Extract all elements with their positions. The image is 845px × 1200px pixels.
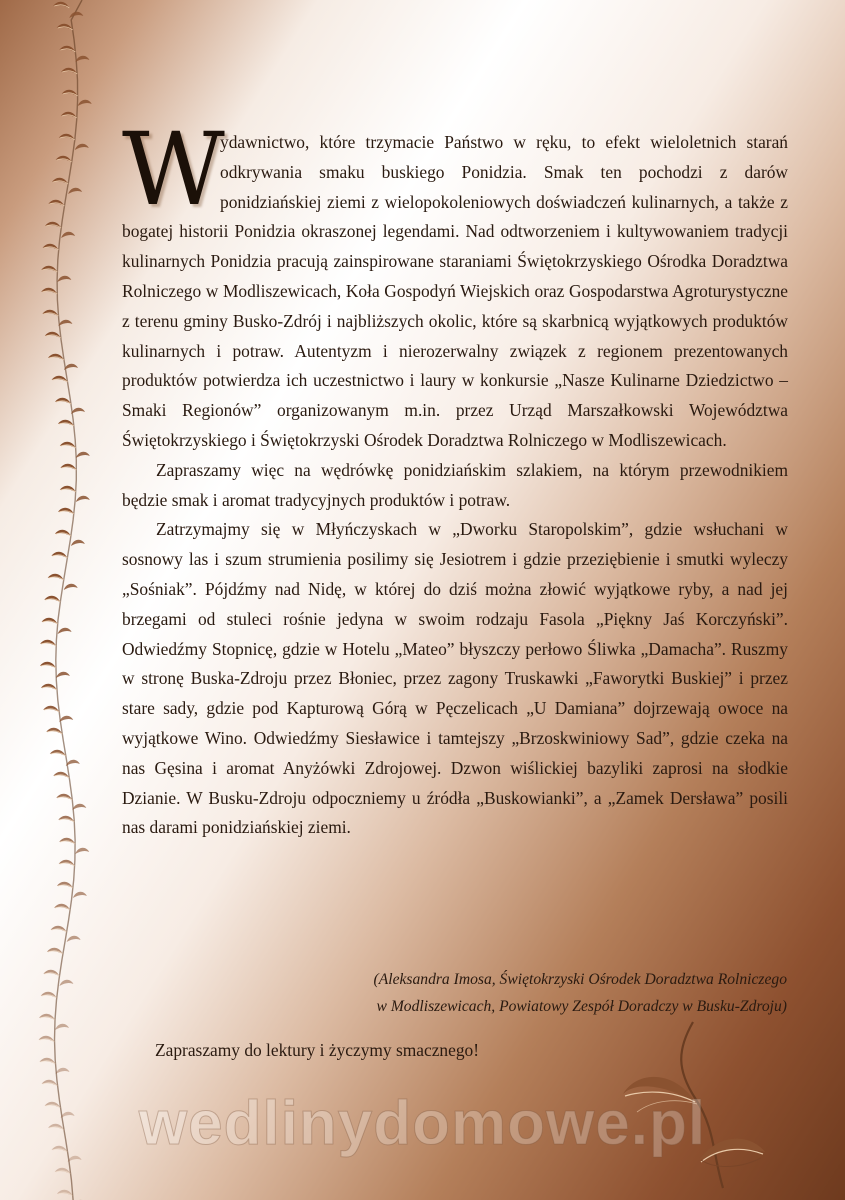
- vine-leaf-icon: [58, 508, 74, 514]
- vine-leaf-icon: [43, 244, 59, 250]
- vine-leaf-icon: [41, 992, 57, 998]
- vine-leaf-icon: [55, 1168, 71, 1174]
- citation-line-2: w Modliszewicach, Powiatowy Zespół Doradczy w Busku-Zdroju): [376, 998, 787, 1015]
- drop-cap: W: [122, 111, 225, 228]
- vine-leaf-icon: [45, 332, 61, 338]
- vine-leaf-icon: [51, 552, 67, 558]
- vine-leaf-icon: [58, 816, 74, 822]
- vine-leaf-icon: [53, 2, 83, 18]
- vine-leaf-icon: [47, 948, 63, 954]
- vine-leaf-icon: [39, 1036, 55, 1042]
- closing-line: Zapraszamy do lektury i życzymy smacznego!: [155, 1040, 480, 1060]
- vine-leaf-icon: [52, 376, 68, 382]
- vine-leaf-icon: [61, 112, 77, 118]
- leaves-icon: [615, 1020, 775, 1190]
- vine-leaf-icon: [53, 772, 69, 778]
- vine-leaf-icon: [41, 684, 57, 690]
- vine-leaf-icon: [62, 90, 92, 106]
- vine-leaf-icon: [58, 420, 74, 426]
- third-paragraph: Zatrzymajmy się w Młyńczyskach w „Dworku Staropolskim”, gdzie wsłuchani w sosnowy las i szum strumienia posilimy się Jesiotrem i gdzie przeziębienie i smutki wyleczy „Sośniak”. Pójdźmy nad Nidę, w której do dziś można złowić wyjątkowe ryby, a nad jej brzegami od stuleci rośnie jedyna w swoim rodzaju Fasola „Piękny Jaś Korczyński”. Odwiedźmy Stopnicę, gdzie w Hotelu „Mateo” błyszczy perłowo Śliwka „Damacha”. Ruszmy w stronę Buska-Zdroju przez Błoniec, przez zagony Truskawki „Faworytki Buskiej” i przez stare sady, gdzie pod Kapturową Górą w Pęczelicach „U Damiana” dojrzewają owoce na wyjątkowe Wino. Odwiedźmy Siesławice i tamtejszy „Brzoskwiniowy Sad”, gdzie czeka na nas Gęsina i aromat Anyżówki Zdrojowej. Dzwon wiślickiej bazyliki zaprosi na słodkie Dzianie. W Busku-Zdroju odpoczniemy u źródła „Buskowianki”, a „Zamek Dersława” posili nas darami ponidziańskiej ziemi.: [122, 519, 788, 838]
- leaf-vine-decoration: [0, 0, 110, 1200]
- vine-leaf-icon: [57, 24, 73, 30]
- first-paragraph: [122, 113, 788, 456]
- vine-leaf-icon: [40, 640, 56, 646]
- vine-leaf-icon: [59, 860, 75, 866]
- vine-leaf-icon: [48, 1124, 64, 1130]
- vine-leaf-icon: [41, 288, 57, 294]
- vine-leaf-icon: [40, 662, 70, 678]
- vine-leaf-icon: [61, 68, 77, 74]
- vine-leaf-icon: [56, 156, 72, 162]
- vine-leaf-icon: [44, 596, 60, 602]
- vine-leaf-icon: [54, 904, 70, 910]
- vine-leaf-icon: [42, 310, 72, 326]
- vine-leaf-icon: [39, 1014, 69, 1030]
- citation-line-1: (Aleksandra Imosa, Świętokrzyski Ośrodek Doradztwa Rolniczego: [373, 971, 787, 988]
- vine-leaf-icon: [40, 1058, 70, 1074]
- first-paragraph-text: ydawnictwo, które trzymacie Państwo w ręku, to efekt wieloletnich starań odkrywania smaku buskiego Ponidzia. Smak ten pochodzi z darów ponidziańskiej ziemi z wielopokoleniowych doświadczeń kulinarnych, a także z bogatej historii Ponidzia okraszonej legendami. Nad odtworzeniem i kultywowaniem tradycji kulinarnych Ponidzia pracują zainspirowane staraniami Świętokrzyskiego Ośrodka Doradztwa Rolniczego w Modliszewicach, Koła Gospodyń Wiejskich oraz Gospodarstwa Agroturystyczne z terenu gminy Busko-Zdrój i najbliższych okolic, które są skarbnicą wyjątkowych produktów kulinarnych i potraw. Autentyzm i nierozerwalny związek z regionem prezentowanych produktów potwierdza ich uczestnictwo i laury w konkursie „Nasze Kulinarne Dziedzictwo – Smaki Regionów” organizowanym m.in. przez Urząd Marszałkowski Województwa Świętokrzyskiego i Świętokrzyski Ośrodek Doradztwa Rolniczego w Modliszewicach.: [122, 132, 788, 450]
- vine-leaf-icon: [46, 728, 62, 734]
- vine-leaf-icon: [42, 1080, 58, 1086]
- vine-leaf-icon: [60, 464, 76, 470]
- second-paragraph: Zapraszamy więc na wędrówkę ponidziańskim szlakiem, na którym przewodnikiem będzie smak i aromat tradycyjnych produktów i potraw.: [122, 459, 788, 510]
- vine-leaf-icon: [41, 266, 71, 282]
- watermark: wedlinydomowe.pl: [138, 1089, 707, 1158]
- citation: [374, 966, 787, 1020]
- vine-leaf-icon: [48, 200, 64, 206]
- article-body: [122, 113, 788, 843]
- vine-leaf-icon: [59, 838, 89, 854]
